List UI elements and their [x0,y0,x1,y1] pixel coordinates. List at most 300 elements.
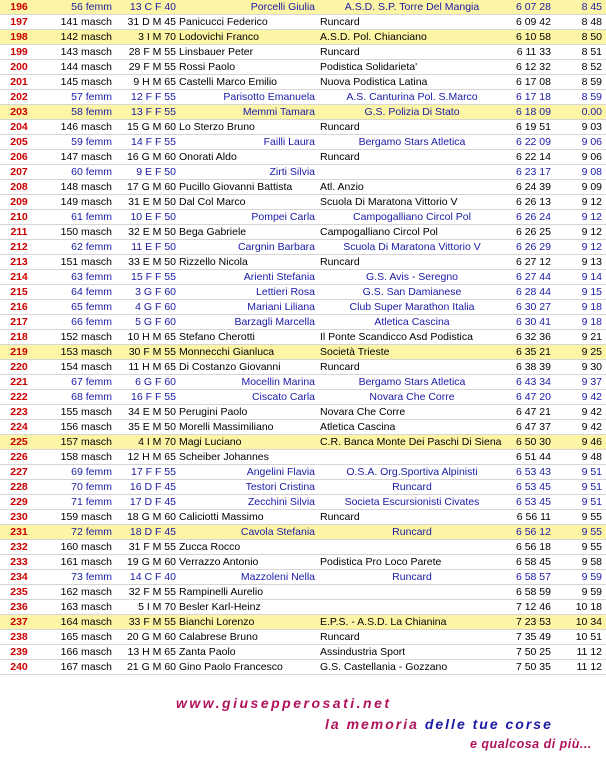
row-bib-number: 72 femm [71,526,112,538]
row-bib-number: 62 femm [71,241,112,253]
row-athlete-name: Pompei Carla [251,211,315,223]
table-row [0,645,606,660]
row-team: Nuova Podistica Latina [320,76,428,88]
row-category: 28 F M 55 [128,46,176,58]
row-time: 6 38 39 [515,361,551,373]
row-position: 197 [10,16,28,28]
row-category: 5 I M 70 [138,601,176,613]
row-bib-number: 73 femm [71,571,112,583]
row-position: 206 [10,151,28,163]
row-category: 14 C F 40 [129,571,176,583]
row-athlete-name: Bega Gabriele [179,226,247,238]
table-row [0,90,606,105]
row-team: Runcard [392,481,432,493]
row-athlete-name: Lo Sterzo Bruno [179,121,255,133]
row-pace: 8 59 [581,76,602,88]
row-time: 7 35 49 [515,631,551,643]
row-bib-number: 66 femm [71,316,112,328]
tagline-part1: la memoria [325,716,419,732]
row-team: Assindustria Sport [320,646,406,658]
row-category: 31 F M 55 [128,541,176,553]
row-time: 6 53 45 [515,481,551,493]
table-row [0,225,606,240]
row-pace: 9 21 [581,331,602,343]
row-bib-number: 156 masch [60,421,112,433]
table-row [0,600,606,615]
row-team: Atletica Cascina [320,421,396,433]
row-athlete-name: Mariani Liliana [247,301,315,313]
row-time: 6 27 44 [515,271,551,283]
row-category: 9 H M 65 [133,76,176,88]
row-pace: 9 58 [581,556,602,568]
row-pace: 9 14 [581,271,602,283]
row-team: Novara Che Corre [369,391,455,403]
table-row [0,420,606,435]
row-time: 6 47 37 [515,421,551,433]
row-time: 6 58 45 [515,556,551,568]
row-position: 202 [10,91,28,103]
row-position: 234 [10,571,28,583]
row-athlete-name: Morelli Massimiliano [179,421,274,433]
row-time: 6 43 34 [515,376,551,388]
row-team: Podistica Solidarieta' [320,61,418,73]
row-team: Atletica Cascina [374,316,450,328]
table-row [0,555,606,570]
row-position: 232 [10,541,28,553]
table-row [0,120,606,135]
row-time: 6 53 43 [515,466,551,478]
table-row [0,510,606,525]
row-bib-number: 163 masch [60,601,112,613]
row-position: 209 [10,196,28,208]
row-pace: 11 12 [576,661,602,673]
table-row [0,15,606,30]
site-url-prefix: www.giusepperosati [176,695,357,711]
table-row [0,465,606,480]
row-position: 198 [10,31,28,43]
row-time: 6 56 18 [515,541,551,553]
row-category: 11 E F 50 [131,241,176,253]
row-pace: 10 34 [575,616,602,628]
row-category: 6 G F 60 [135,376,176,388]
row-athlete-name: Parisotto Emanuela [223,91,315,103]
row-team: G.S. Polizia Di Stato [364,106,460,118]
row-position: 228 [10,481,28,493]
row-position: 208 [10,181,28,193]
row-bib-number: 158 masch [60,451,112,463]
row-time: 6 26 24 [515,211,551,223]
table-row [0,300,606,315]
row-team: Runcard [392,526,432,538]
row-pace: 8 52 [581,61,602,73]
row-time: 6 09 42 [515,16,551,28]
row-time: 6 17 18 [515,91,551,103]
row-category: 3 G F 60 [135,286,176,298]
table-row [0,165,606,180]
row-pace: 9 46 [581,436,602,448]
row-position: 218 [10,331,28,343]
row-position: 213 [10,256,28,268]
row-pace: 9 51 [581,496,602,508]
row-team: Runcard [320,511,360,523]
row-team: G.S. Avis - Seregno [365,271,459,283]
row-position: 212 [10,241,28,253]
row-category: 31 D M 45 [127,16,176,28]
table-row [0,210,606,225]
row-position: 233 [10,556,28,568]
row-time: 7 23 53 [515,616,551,628]
row-athlete-name: Rossi Paolo [179,61,236,73]
row-category: 4 I M 70 [138,436,176,448]
row-time: 6 58 57 [515,571,551,583]
row-pace: 8 50 [581,31,602,43]
table-row [0,630,606,645]
table-row [0,60,606,75]
row-team: Runcard [320,121,360,133]
row-position: 235 [10,586,28,598]
row-pace: 8 45 [581,1,602,13]
row-bib-number: 68 femm [71,391,112,403]
row-athlete-name: Zucca Rocco [179,541,241,553]
table-row [0,105,606,120]
row-pace: 9 42 [581,406,602,418]
row-athlete-name: Dal Col Marco [179,196,246,208]
row-time: 6 56 12 [515,526,551,538]
row-time: 7 50 25 [515,646,551,658]
row-position: 221 [10,376,28,388]
row-position: 205 [10,136,28,148]
row-position: 201 [10,76,28,88]
row-category: 13 F F 55 [131,106,176,118]
row-athlete-name: Magi Luciano [179,436,242,448]
row-pace: 10 51 [575,631,602,643]
row-team: Bergamo Stars Atletica [358,136,466,148]
row-time: 6 30 41 [515,316,551,328]
row-category: 17 D F 45 [129,496,176,508]
row-pace: 9 59 [581,586,602,598]
row-bib-number: 167 masch [60,661,112,673]
row-team: Runcard [392,571,432,583]
row-time: 6 27 12 [515,256,551,268]
row-bib-number: 63 femm [71,271,112,283]
row-bib-number: 142 masch [60,31,112,43]
row-team: A.S. Canturina Pol. S.Marco [346,91,478,103]
table-row [0,330,606,345]
row-category: 11 H M 65 [128,361,176,373]
row-team: Novara Che Corre [320,406,406,418]
row-bib-number: 70 femm [71,481,112,493]
row-category: 12 H M 65 [127,451,176,463]
row-category: 16 D F 45 [129,481,176,493]
table-row [0,570,606,585]
row-team: Atl. Anzio [320,181,364,193]
row-position: 203 [10,106,28,118]
row-athlete-name: Stefano Cherotti [179,331,255,343]
row-category: 29 F M 55 [128,61,176,73]
row-category: 13 H M 65 [127,646,176,658]
row-pace: 9 51 [581,466,602,478]
row-pace: 9 15 [581,286,602,298]
row-bib-number: 154 masch [60,361,112,373]
row-athlete-name: Bianchi Lorenzo [179,616,255,628]
row-athlete-name: Besler Karl-Heinz [179,601,261,613]
row-position: 224 [10,421,28,433]
row-time: 6 35 21 [515,346,551,358]
row-athlete-name: Mazzoleni Nella [240,571,315,583]
row-pace: 9 08 [581,166,602,178]
row-pace: 9 55 [581,511,602,523]
row-position: 196 [10,1,28,13]
row-pace: 9 55 [581,526,602,538]
row-category: 10 E F 50 [130,211,176,223]
row-pace: 9 48 [581,451,602,463]
row-athlete-name: Linsbauer Peter [179,46,254,58]
row-category: 33 E M 50 [128,256,176,268]
row-category: 32 E M 50 [128,226,176,238]
table-row [0,525,606,540]
site-url[interactable] [176,695,392,711]
row-bib-number: 149 masch [60,196,112,208]
row-category: 12 F F 55 [131,91,176,103]
row-bib-number: 148 masch [60,181,112,193]
tagline-secondary: e qualcosa di più... [470,737,592,751]
row-athlete-name: Gino Paolo Francesco [179,661,283,673]
row-team: G.S. Castellania - Gozzano [320,661,448,673]
table-row [0,135,606,150]
row-team: Il Ponte Scandicco Asd Podistica [320,331,473,343]
row-pace: 9 12 [581,211,602,223]
table-row [0,315,606,330]
table-row [0,30,606,45]
row-bib-number: 65 femm [71,301,112,313]
row-category: 13 C F 40 [129,1,176,13]
table-row [0,0,606,15]
row-position: 236 [10,601,28,613]
row-position: 214 [10,271,28,283]
row-athlete-name: Zanta Paolo [179,646,236,658]
row-category: 20 G M 60 [126,631,176,643]
row-team: Runcard [320,46,360,58]
row-time: 6 47 21 [515,406,551,418]
row-bib-number: 67 femm [71,376,112,388]
table-row [0,405,606,420]
row-category: 18 G M 60 [126,511,176,523]
table-row [0,540,606,555]
table-row [0,150,606,165]
row-pace: 9 06 [581,151,602,163]
row-bib-number: 157 masch [60,436,112,448]
row-pace: 9 37 [581,376,602,388]
row-athlete-name: Cargnin Barbara [237,241,315,253]
row-pace: 9 03 [581,121,602,133]
row-team: Società Trieste [320,346,390,358]
row-team: A.S.D. S.P. Torre Del Mangia [344,1,480,13]
row-team: Bergamo Stars Atletica [358,376,466,388]
row-pace: 9 13 [581,256,602,268]
row-category: 34 E M 50 [128,406,176,418]
row-pace: 10 18 [575,601,602,613]
row-bib-number: 152 masch [60,331,112,343]
row-bib-number: 160 masch [60,541,112,553]
row-team: A.S.D. Pol. Chianciano [320,31,427,43]
row-bib-number: 144 masch [60,61,112,73]
row-category: 35 E M 50 [128,421,176,433]
row-bib-number: 59 femm [71,136,112,148]
row-bib-number: 162 masch [60,586,112,598]
row-time: 6 22 09 [515,136,551,148]
table-row [0,270,606,285]
row-position: 237 [10,616,28,628]
row-bib-number: 145 masch [60,76,112,88]
table-row [0,180,606,195]
row-position: 229 [10,496,28,508]
row-position: 217 [10,316,28,328]
row-position: 238 [10,631,28,643]
row-athlete-name: Mocellin Marina [241,376,315,388]
table-row [0,390,606,405]
row-category: 18 D F 45 [129,526,176,538]
row-team: O.S.A. Org.Sportiva Alpinisti [346,466,478,478]
row-bib-number: 153 masch [60,346,112,358]
row-bib-number: 61 femm [71,211,112,223]
row-time: 6 07 28 [515,1,551,13]
row-athlete-name: Verrazzo Antonio [179,556,259,568]
row-position: 231 [10,526,28,538]
row-bib-number: 161 masch [60,556,112,568]
row-category: 16 G M 60 [126,151,176,163]
row-bib-number: 71 femm [71,496,112,508]
row-athlete-name: Rampinelli Aurelio [179,586,264,598]
row-position: 204 [10,121,28,133]
row-athlete-name: Rizzello Nicola [179,256,248,268]
row-position: 240 [10,661,28,673]
row-pace: 9 51 [581,481,602,493]
row-position: 225 [10,436,28,448]
row-team: Scuola Di Maratona Vittorio V [320,196,458,208]
row-time: 6 26 29 [515,241,551,253]
row-time: 6 19 51 [515,121,551,133]
row-time: 6 53 45 [515,496,551,508]
row-time: 7 50 35 [515,661,551,673]
row-athlete-name: Testori Cristina [245,481,315,493]
row-athlete-name: Memmi Tamara [242,106,315,118]
row-position: 223 [10,406,28,418]
table-row [0,285,606,300]
row-athlete-name: Ciscato Carla [251,391,315,403]
table-row [0,615,606,630]
table-row [0,450,606,465]
row-bib-number: 150 masch [60,226,112,238]
row-athlete-name: Di Costanzo Giovanni [179,361,281,373]
row-pace: 9 12 [581,196,602,208]
row-team: Scuola Di Maratona Vittorio V [343,241,481,253]
row-category: 3 I M 70 [138,31,176,43]
table-row [0,75,606,90]
row-athlete-name: Angelini Flavia [246,466,315,478]
row-position: 215 [10,286,28,298]
row-position: 222 [10,391,28,403]
row-athlete-name: Zecchini Silvia [247,496,315,508]
row-bib-number: 164 masch [60,616,112,628]
row-category: 14 F F 55 [131,136,176,148]
row-bib-number: 147 masch [60,151,112,163]
row-bib-number: 56 femm [71,1,112,13]
row-bib-number: 141 masch [60,16,112,28]
row-pace: 9 18 [581,316,602,328]
row-pace: 9 42 [581,421,602,433]
row-time: 6 17 08 [515,76,551,88]
row-position: 211 [10,226,28,238]
row-time: 6 22 14 [515,151,551,163]
row-category: 15 F F 55 [131,271,176,283]
row-pace: 9 30 [581,361,602,373]
row-bib-number: 151 masch [60,256,112,268]
tagline [325,716,553,732]
row-time: 6 24 39 [515,181,551,193]
row-athlete-name: Cavola Stefania [240,526,315,538]
row-pace: 8 48 [581,16,602,28]
row-time: 6 12 32 [515,61,551,73]
row-category: 5 G F 60 [135,316,176,328]
row-time: 6 11 33 [516,46,551,58]
row-athlete-name: Porcelli Giulia [250,1,315,13]
row-position: 220 [10,361,28,373]
row-athlete-name: Scheiber Johannes [179,451,269,463]
row-time: 6 32 36 [515,331,551,343]
row-time: 6 10 58 [515,31,551,43]
row-bib-number: 166 masch [60,646,112,658]
row-time: 6 26 25 [515,226,551,238]
row-pace: 9 59 [581,571,602,583]
row-bib-number: 159 masch [60,511,112,523]
row-team: E.P.S. - A.S.D. La Chianina [320,616,447,628]
site-url-suffix: net [363,695,392,711]
row-category: 32 F M 55 [128,586,176,598]
row-category: 30 F M 55 [128,346,176,358]
row-time: 6 56 11 [516,511,551,523]
row-team: Runcard [320,361,360,373]
table-row [0,660,606,675]
row-athlete-name: Failli Laura [263,136,315,148]
row-time: 6 51 44 [515,451,551,463]
row-category: 17 G M 60 [126,181,176,193]
row-time: 6 28 44 [515,286,551,298]
row-athlete-name: Arienti Stefania [243,271,315,283]
row-category: 33 F M 55 [128,616,176,628]
row-athlete-name: Zirti Silvia [269,166,315,178]
row-bib-number: 143 masch [60,46,112,58]
table-row [0,195,606,210]
row-position: 216 [10,301,28,313]
row-bib-number: 146 masch [60,121,112,133]
row-pace: 8 59 [581,91,602,103]
row-position: 200 [10,61,28,73]
row-category: 15 G M 60 [126,121,176,133]
row-team: C.R. Banca Monte Dei Paschi Di Siena [320,436,502,448]
row-team: Runcard [320,256,360,268]
row-pace: 9 12 [581,241,602,253]
row-athlete-name: Monnecchi Gianluca [179,346,275,358]
row-pace: 9 12 [581,226,602,238]
row-bib-number: 64 femm [71,286,112,298]
row-team: Runcard [320,631,360,643]
row-pace: 9 42 [581,391,602,403]
row-team: Campogalliano Circol Pol [320,226,438,238]
row-athlete-name: Pucillo Giovanni Battista [179,181,293,193]
table-row [0,240,606,255]
row-pace: 9 09 [581,181,602,193]
row-bib-number: 58 femm [71,106,112,118]
